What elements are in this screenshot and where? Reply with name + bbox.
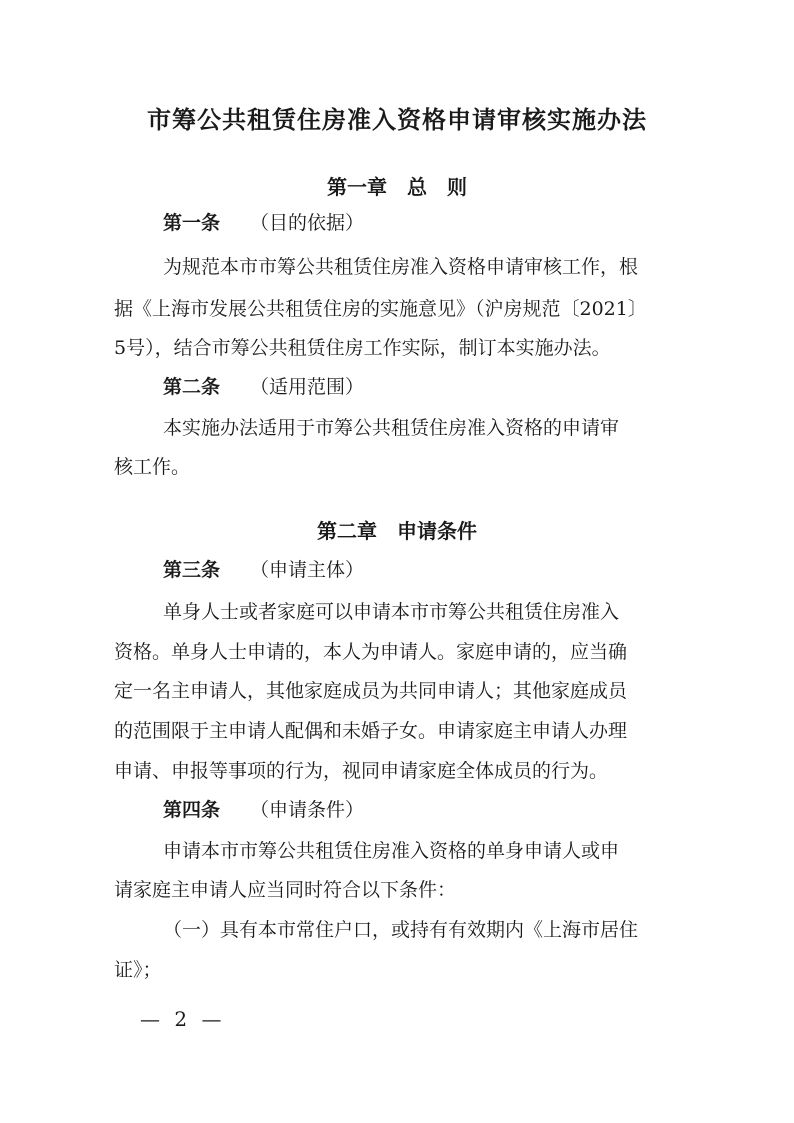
chapter-heading: 第二章 申请条件 <box>317 519 477 543</box>
article-heading <box>163 372 364 399</box>
document-title: 市筹公共租赁住房准入资格申请审核实施办法 <box>147 106 647 134</box>
paragraph-line: 核工作。 <box>114 456 191 478</box>
paragraph-line: 单身人士或者家庭可以申请本市市筹公共租赁住房准入 <box>163 601 620 623</box>
chapter-heading: 第一章 总 则 <box>327 175 467 199</box>
paragraph-line: 的范围限于主申请人配偶和未婚子女。申请家庭主申请人办理 <box>114 720 628 742</box>
paragraph-line: 请家庭主申请人应当同时符合以下条件： <box>114 879 457 901</box>
paragraph-line: 申请本市市筹公共租赁住房准入资格的单身申请人或申 <box>163 840 620 862</box>
page-number: — 2 — <box>140 1007 226 1031</box>
article-label: 第二条 <box>163 376 221 398</box>
paragraph-line: 申请、申报等事项的行为，视同申请家庭全体成员的行为。 <box>114 760 609 782</box>
article-subtitle: （申请主体） <box>250 559 365 581</box>
article-heading <box>163 555 364 582</box>
paragraph-line: 证》； <box>114 959 162 981</box>
paragraph-line: 为规范本市市筹公共租赁住房准入资格申请审核工作，根 <box>163 256 639 278</box>
article-label: 第四条 <box>163 799 221 821</box>
paragraph-line: 定一名主申请人，其他家庭成员为共同申请人；其他家庭成员 <box>114 680 628 702</box>
article-label: 第三条 <box>163 559 221 581</box>
paragraph-line: 5号），结合市筹公共租赁住房工作实际，制订本实施办法。 <box>114 337 611 359</box>
paragraph-line: 据《上海市发展公共租赁住房的实施意见》（沪房规范〔2021〕 <box>114 298 647 320</box>
article-label: 第一条 <box>163 212 221 234</box>
paragraph-line: （一）具有本市常住户口，或持有有效期内《上海市居住 <box>163 919 639 941</box>
article-subtitle: （目的依据） <box>250 212 365 234</box>
article-heading <box>163 795 364 822</box>
article-subtitle: （申请条件） <box>250 799 365 821</box>
paragraph-line: 资格。单身人士申请的，本人为申请人。家庭申请的，应当确 <box>114 641 628 663</box>
paragraph-line: 本实施办法适用于市筹公共租赁住房准入资格的申请审 <box>163 417 620 439</box>
article-subtitle: （适用范围） <box>250 376 365 398</box>
article-heading <box>163 208 364 235</box>
